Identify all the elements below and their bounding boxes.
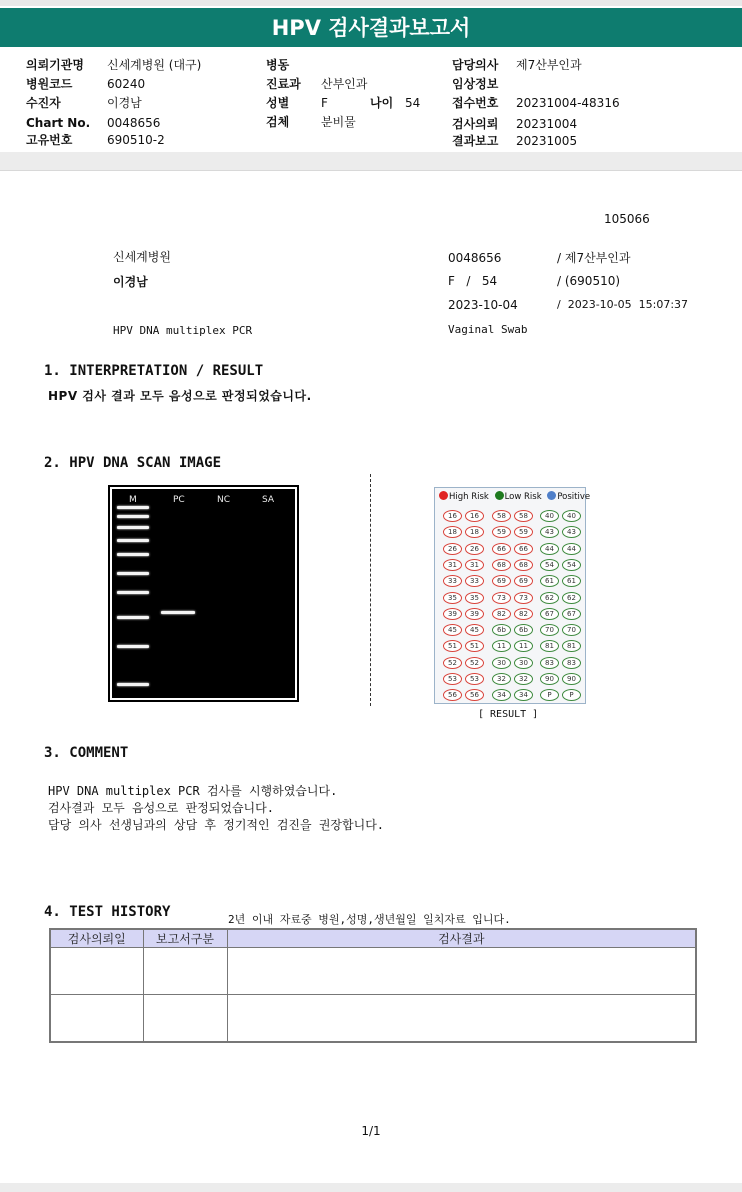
chip-cell: 73 — [492, 592, 511, 604]
chip-cell: 11 — [492, 640, 511, 652]
age-label: 나이 — [370, 96, 394, 110]
chip-cell: 59 — [514, 526, 533, 538]
chip-cell: 18 — [465, 526, 484, 538]
report-datetime: / 2023-10-05 15:07:37 — [557, 298, 689, 311]
chip-cell: 18 — [443, 526, 462, 538]
marker-band — [117, 526, 149, 529]
high-risk-dot-icon — [439, 491, 448, 500]
chip-cell: 68 — [492, 559, 511, 571]
chip-cell: 66 — [514, 543, 533, 555]
chip-cell: 58 — [492, 510, 511, 522]
chip-cell: 32 — [492, 673, 511, 685]
header-value: 제7산부인과 — [516, 58, 582, 72]
gel-lane-label: PC — [173, 495, 185, 505]
chip-cell: 68 — [514, 559, 533, 571]
chip-cell: 30 — [514, 657, 533, 669]
chip-cell: 54 — [540, 559, 559, 571]
chip-cell: 32 — [514, 673, 533, 685]
gel-lane-label: M — [129, 495, 137, 505]
chip-cell: 82 — [492, 608, 511, 620]
marker-band — [117, 683, 149, 686]
chip-cell: 70 — [562, 624, 581, 636]
chip-cell: 82 — [514, 608, 533, 620]
header-value: 신세계병원 (대구) — [107, 58, 202, 72]
chip-legend — [439, 491, 590, 502]
low-risk-dot-icon — [495, 491, 504, 500]
chip-cell: 67 — [562, 608, 581, 620]
table-cell — [227, 995, 696, 1042]
chip-cell: 6b — [492, 624, 511, 636]
chip-cell: 81 — [562, 640, 581, 652]
gel-lane-label: NC — [217, 495, 231, 505]
chart-number: 0048656 — [448, 251, 502, 265]
chip-cell: 56 — [443, 689, 462, 701]
chip-cell: 73 — [514, 592, 533, 604]
separator-line — [0, 170, 742, 171]
chip-cell: 61 — [540, 575, 559, 587]
header-value: 분비물 — [321, 115, 356, 129]
separator-band — [0, 152, 742, 170]
chip-cell: 34 — [492, 689, 511, 701]
positive-control-band — [161, 611, 195, 614]
header-value: 690510-2 — [107, 133, 165, 147]
table-row — [50, 948, 696, 995]
chip-cell: 44 — [562, 543, 581, 555]
marker-band — [117, 506, 149, 509]
chip-cell: 6b — [514, 624, 533, 636]
history-header-row — [50, 929, 696, 948]
department: / 제7산부인과 — [557, 251, 631, 265]
chip-cell: 16 — [443, 510, 462, 522]
gel-image — [110, 487, 297, 700]
comment-line: 검사결과 모두 음성으로 판정되었습니다. — [48, 801, 274, 815]
chip-cell: 69 — [492, 575, 511, 587]
page-number: 1/1 — [361, 1124, 381, 1138]
chip-cell: 45 — [465, 624, 484, 636]
chip-cell: 62 — [562, 592, 581, 604]
chip-cell: 51 — [443, 640, 462, 652]
header-label: 담당의사 — [452, 58, 499, 72]
chip-cell: 53 — [443, 673, 462, 685]
header-label: 접수번호 — [452, 96, 499, 110]
marker-band — [117, 572, 149, 575]
report-title: HPV 검사결과보고서 — [0, 8, 742, 47]
chip-cell: 52 — [465, 657, 484, 669]
hpv-chip-result — [434, 487, 591, 704]
header-label: 검체 — [266, 115, 290, 129]
patient-name: 이경남 — [113, 275, 148, 289]
header-label: 성별 — [266, 96, 290, 110]
comment-line: HPV DNA multiplex PCR 검사를 시행하였습니다. — [48, 784, 338, 798]
chip-cell: 26 — [465, 543, 484, 555]
sex-age: F / 54 — [448, 274, 498, 288]
table-cell — [143, 948, 227, 995]
section-interpretation-title: 1. INTERPRETATION / RESULT — [44, 363, 264, 379]
chip-cell: 90 — [540, 673, 559, 685]
chip-cell: 45 — [443, 624, 462, 636]
section-comment-title: 3. COMMENT — [44, 745, 129, 761]
top-strip — [0, 0, 742, 6]
header-label: 검사의뢰 — [452, 117, 499, 131]
chip-cell: 34 — [514, 689, 533, 701]
marker-band — [117, 553, 149, 556]
legend-positive: Positive — [557, 492, 591, 502]
table-cell — [50, 995, 143, 1042]
header-label: 고유번호 — [26, 133, 73, 147]
report-code: 105066 — [604, 212, 650, 226]
header-label: 병원코드 — [26, 77, 73, 91]
chip-cell: 70 — [540, 624, 559, 636]
chip-cell: 43 — [540, 526, 559, 538]
chip-cell: 33 — [465, 575, 484, 587]
chip-cell: 39 — [443, 608, 462, 620]
chip-cell: 35 — [443, 592, 462, 604]
chip-cell: 54 — [562, 559, 581, 571]
chip-cell: 40 — [562, 510, 581, 522]
section-scan-title: 2. HPV DNA SCAN IMAGE — [44, 455, 222, 471]
table-cell — [50, 948, 143, 995]
legend-low-risk: Low Risk — [504, 492, 542, 502]
chip-cell: 67 — [540, 608, 559, 620]
chip-cell: 90 — [562, 673, 581, 685]
chip-cell: 35 — [465, 592, 484, 604]
marker-band — [117, 515, 149, 518]
chip-cell: 59 — [492, 526, 511, 538]
chip-cell: 83 — [540, 657, 559, 669]
chip-cell: 56 — [465, 689, 484, 701]
chip-cell: 11 — [514, 640, 533, 652]
legend-high-risk: High Risk — [449, 492, 489, 502]
header-value: 20231004 — [516, 117, 578, 131]
history-col-date: 검사의뢰일 — [50, 929, 143, 948]
gel-lane-label: SA — [262, 495, 275, 505]
table-cell — [143, 995, 227, 1042]
chip-cell: 26 — [443, 543, 462, 555]
header-value: 20231005 — [516, 134, 578, 148]
header-label: 병동 — [266, 58, 290, 72]
chip-cell: 43 — [562, 526, 581, 538]
chip-cell: 33 — [443, 575, 462, 587]
chip-cell: 52 — [443, 657, 462, 669]
header-value: F — [321, 96, 328, 110]
age-value: 54 — [405, 96, 421, 110]
chip-cell: 16 — [465, 510, 484, 522]
table-row — [50, 995, 696, 1042]
header-label: 의뢰기관명 — [26, 58, 84, 72]
header-label: 수진자 — [26, 96, 61, 110]
chip-cell: P — [540, 689, 559, 701]
positive-dot-icon — [547, 491, 556, 500]
chip-cell: 61 — [562, 575, 581, 587]
chip-cell: 66 — [492, 543, 511, 555]
history-table — [49, 928, 697, 1043]
history-col-type: 보고서구분 — [143, 929, 227, 948]
chip-cell: 69 — [514, 575, 533, 587]
header-label: 임상정보 — [452, 77, 499, 91]
header-value: 산부인과 — [321, 77, 368, 91]
chip-cell: 44 — [540, 543, 559, 555]
chip-cell: 31 — [443, 559, 462, 571]
specimen: Vaginal Swab — [448, 323, 528, 336]
chip-cell: 30 — [492, 657, 511, 669]
chip-caption: [ RESULT ] — [478, 709, 539, 720]
chip-cell: 58 — [514, 510, 533, 522]
header-value: 20231004-48316 — [516, 96, 620, 110]
chip-cell: 81 — [540, 640, 559, 652]
interpretation-text: HPV 검사 결과 모두 음성으로 판정되었습니다. — [48, 389, 312, 403]
header-value: 60240 — [107, 77, 146, 91]
section-history-title: 4. TEST HISTORY — [44, 904, 171, 920]
chip-cell: 39 — [465, 608, 484, 620]
test-name: HPV DNA multiplex PCR — [113, 324, 253, 337]
bottom-strip — [0, 1183, 742, 1192]
chip-cell: 62 — [540, 592, 559, 604]
chip-cell: 31 — [465, 559, 484, 571]
header-label: 진료과 — [266, 77, 301, 91]
header-label: Chart No. — [26, 116, 91, 130]
marker-band — [117, 539, 149, 542]
chip-cell: P — [562, 689, 581, 701]
history-col-result: 검사결과 — [227, 929, 696, 948]
chip-cell: 40 — [540, 510, 559, 522]
chip-cell: 83 — [562, 657, 581, 669]
header-label: 결과보고 — [452, 134, 499, 148]
birth-date: / (690510) — [557, 274, 621, 288]
divider-dashed — [370, 474, 371, 706]
table-cell — [227, 948, 696, 995]
marker-band — [117, 616, 149, 619]
header-value: 이경남 — [107, 96, 142, 110]
marker-band — [117, 591, 149, 594]
comment-line: 담당 의사 선생님과의 상담 후 정기적인 검진을 권장합니다. — [48, 818, 385, 832]
header-value: 0048656 — [107, 116, 161, 130]
marker-band — [117, 645, 149, 648]
request-date: 2023-10-04 — [448, 298, 518, 312]
history-note: 2년 이내 자료중 병원,성명,생년월일 일치자료 입니다. — [228, 913, 511, 926]
hospital-name: 신세계병원 — [113, 250, 171, 264]
chip-cell: 51 — [465, 640, 484, 652]
chip-cell: 53 — [465, 673, 484, 685]
